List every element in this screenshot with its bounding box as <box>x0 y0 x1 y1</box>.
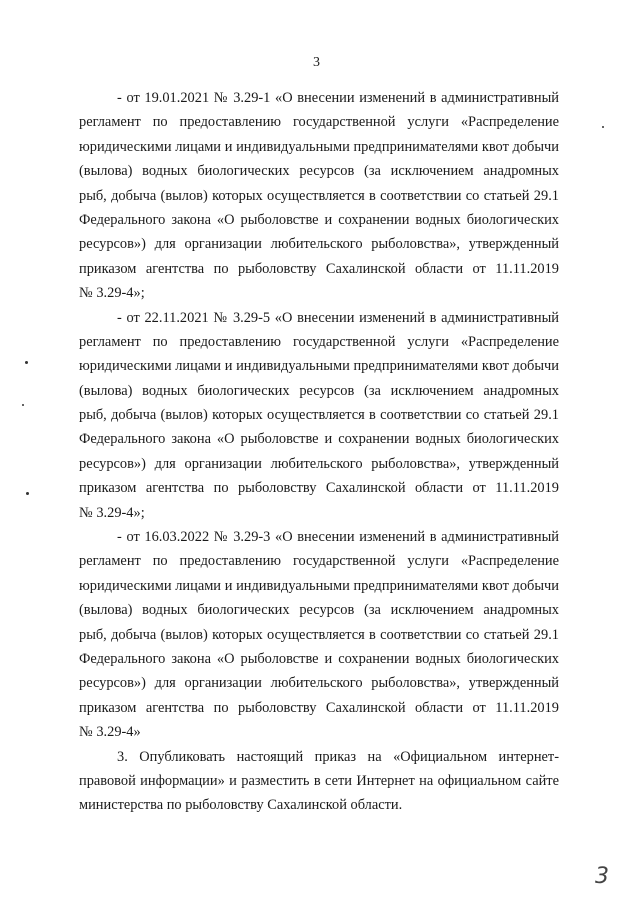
text-line: Федерального закона «О рыболовстве и сохранении водных биологических <box>79 211 559 228</box>
text-line: Федерального закона «О рыболовстве и сохранении водных биологических <box>79 431 559 448</box>
text-line: министерства по рыболовству Сахалинской области. <box>79 797 403 814</box>
text-line: Федерального закона «О рыболовстве и сохранении водных биологических <box>79 650 559 667</box>
text-line: рыб, добыча (вылов) которых осуществляется в соответствии со статьей 29.1 <box>79 626 559 643</box>
text-line: приказом агентства по рыболовству Сахалинской области от 11.11.2019 <box>79 480 559 497</box>
text-line: № 3.29-4»; <box>79 285 145 302</box>
text-line: юридическими лицами и индивидуальными предпринимателями квот добычи <box>79 138 559 155</box>
text-line: (вылова) водных биологических ресурсов (за исключением анадромных <box>79 163 559 180</box>
paragraph-publish <box>79 745 559 818</box>
text-line: правовой информации» и разместить в сети Интернет на официальном сайте <box>79 772 559 789</box>
text-line: юридическими лицами и индивидуальными предпринимателями квот добычи <box>79 577 559 594</box>
scan-speck <box>26 492 29 495</box>
scan-speck <box>25 361 28 364</box>
text-line: юридическими лицами и индивидуальными предпринимателями квот добычи <box>79 358 559 375</box>
scan-speck <box>602 126 604 128</box>
text-line: приказом агентства по рыболовству Сахалинской области от 11.11.2019 <box>79 260 559 277</box>
text-line: ресурсов») для организации любительского рыболовства», утвержденный <box>79 455 559 472</box>
text-line: - от 16.03.2022 № 3.29-3 «О внесении изменений в административный <box>117 529 559 546</box>
text-line: ресурсов») для организации любительского рыболовства», утвержденный <box>79 675 559 692</box>
text-line: регламент по предоставлению государственной услуги «Распределение <box>79 114 559 131</box>
page-number: 3 <box>313 55 320 70</box>
text-line: - от 19.01.2021 № 3.29-1 «О внесении изменений в административный <box>117 90 559 106</box>
text-line: регламент по предоставлению государственной услуги «Распределение <box>79 553 559 570</box>
text-line: № 3.29-4» <box>79 724 141 741</box>
text-line: рыб, добыча (вылов) которых осуществляется в соответствии со статьей 29.1 <box>79 407 559 424</box>
text-line: (вылова) водных биологических ресурсов (за исключением анадромных <box>79 602 559 619</box>
text-line: регламент по предоставлению государственной услуги «Распределение <box>79 333 559 350</box>
text-line: № 3.29-4»; <box>79 504 145 521</box>
list-item-2 <box>79 306 559 526</box>
text-line: 3. Опубликовать настоящий приказ на «Официальном интернет- <box>117 748 559 765</box>
document-body <box>79 86 559 818</box>
text-line: - от 22.11.2021 № 3.29-5 «О внесении изменений в административный <box>117 309 559 326</box>
list-item-1 <box>79 86 559 306</box>
text-line: рыб, добыча (вылов) которых осуществляется в соответствии со статьей 29.1 <box>79 187 559 204</box>
text-line: (вылова) водных биологических ресурсов (за исключением анадромных <box>79 382 559 399</box>
handwritten-page-mark: 3 <box>595 864 609 889</box>
scan-speck <box>22 404 24 406</box>
text-line: приказом агентства по рыболовству Сахалинской области от 11.11.2019 <box>79 699 559 716</box>
list-item-3 <box>79 525 559 745</box>
text-line: ресурсов») для организации любительского рыболовства», утвержденный <box>79 236 559 253</box>
